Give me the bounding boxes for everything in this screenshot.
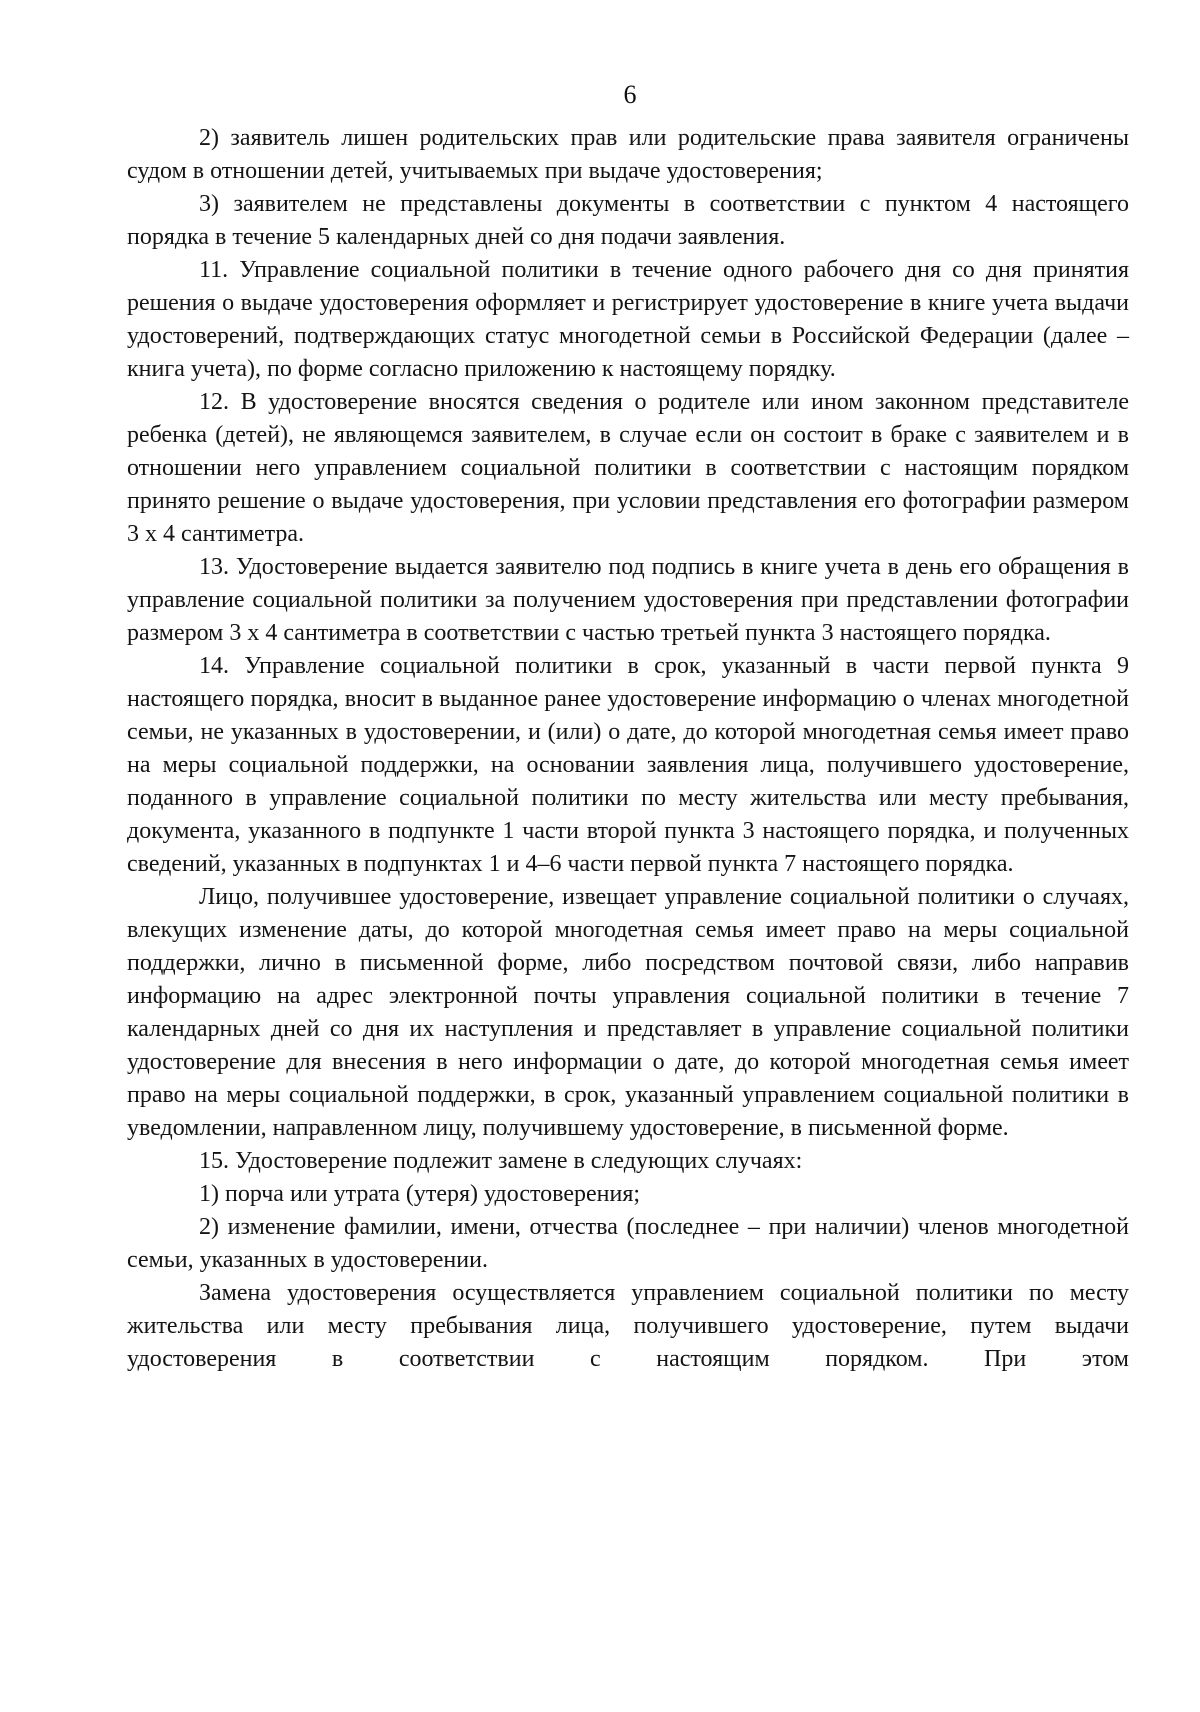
document-body [127, 122, 1129, 1376]
paragraph-clause-15-item-2: 2) изменение фамилии, имени, отчества (последнее – при наличии) членов многодетной семьи, указанных в удостоверении. [127, 1214, 1129, 1273]
paragraph-clause-15: 15. Удостоверение подлежит замене в следующих случаях: [199, 1148, 803, 1174]
paragraph-replacement: Замена удостоверения осуществляется управлением социальной политики по месту жительства или месту пребывания лица, получившего удостоверение, путем выдачи удостоверения в соответствии с настоящим порядком. При этом [127, 1280, 1129, 1372]
paragraph-item-3: 3) заявителем не представлены документы в соответствии с пунктом 4 настоящего порядка в течение 5 календарных дней со дня подачи заявления. [127, 191, 1129, 250]
page-number: 6 [623, 80, 637, 109]
paragraph-item-2: 2) заявитель лишен родительских прав или родительские права заявителя ограничены судом в отношении детей, учитываемых при выдаче удостоверения; [127, 125, 1129, 184]
paragraph-clause-14: 14. Управление социальной политики в срок, указанный в части первой пункта 9 настоящего порядка, вносит в выданное ранее удостоверение информацию о членах многодетной семьи, не указанных в удостоверении, и (или) о дате, до которой многодетная семья имеет право на меры социальной поддержки, на основании заявления лица, получившего удостоверение, поданного в управление социальной политики по месту жительства или месту пребывания, документа, указанного в подпункте 1 части второй пункта 3 настоящего порядка, и полученных сведений, указанных в подпунктах 1 и 4–6 части первой пункта 7 настоящего порядка. [127, 653, 1129, 877]
paragraph-clause-13: 13. Удостоверение выдается заявителю под подпись в книге учета в день его обращения в управление социальной политики за получением удостоверения при представлении фотографии размером 3 х 4 сантиметра в соответствии с частью третьей пункта 3 настоящего порядка. [127, 554, 1129, 646]
paragraph-clause-14-notice: Лицо, получившее удостоверение, извещает управление социальной политики о случаях, влекущих изменение даты, до которой многодетная семья имеет право на меры социальной поддержки, лично в письменной форме, либо посредством почтовой связи, либо направив информацию на адрес электронной почты управления социальной политики в течение 7 календарных дней со дня их наступления и представляет в управление социальной политики удостоверение для внесения в него информации о дате, до которой многодетная семья имеет право на меры социальной поддержки, в срок, указанный управлением социальной политики в уведомлении, направленном лицу, получившему удостоверение, в письменной форме. [127, 884, 1129, 1141]
paragraph-clause-11: 11. Управление социальной политики в течение одного рабочего дня со дня принятия решения о выдаче удостоверения оформляет и регистрирует удостоверение в книге учета выдачи удостоверений, подтверждающих статус многодетной семьи в Российской Федерации (далее – книга учета), по форме согласно приложению к настоящему порядку. [127, 257, 1129, 382]
paragraph-clause-12: 12. В удостоверение вносятся сведения о родителе или ином законном представителе ребенка (детей), не являющемся заявителем, в случае если он состоит в браке с заявителем и в отношении него управлением социальной политики в соответствии с настоящим порядком принято решение о выдаче удостоверения, при условии представления его фотографии размером 3 х 4 сантиметра. [127, 389, 1129, 547]
paragraph-clause-15-item-1: 1) порча или утрата (утеря) удостоверения; [199, 1181, 641, 1207]
